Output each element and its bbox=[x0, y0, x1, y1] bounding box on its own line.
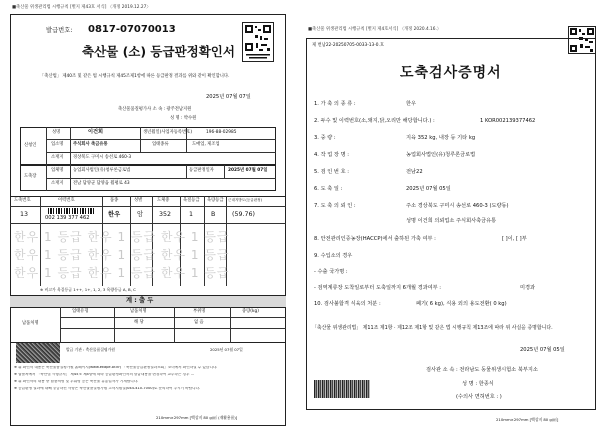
item-label: - 수출 국가명 : bbox=[314, 269, 348, 275]
grade-header: 육량등급 bbox=[207, 198, 224, 203]
form-caption: ■축산물 위생관리법 시행규칙 [별지 제43호 서식] 〈개정 2019.12.27〉 bbox=[12, 5, 151, 10]
sale-header: 부위명 bbox=[193, 309, 206, 314]
footnote: ※ 납품처에서 「축산법 시행규칙」 제45조 제4항에 따라 등급판정확인서의 발급내용을 변경하여 교부하는 경우 ... bbox=[14, 373, 194, 376]
grade-cell: 한우 bbox=[108, 211, 121, 218]
grade-cell: 13 bbox=[20, 211, 29, 218]
item-label: 8. 안전관리인증농장(HACCP)에서 출하된 가축 여부 : bbox=[314, 236, 436, 242]
statement: 「축산물 위생관리법」 제11조 제1항 · 제12조 제1항 및 같은 법 시행규칙 제13조에 따라 위 사실을 증명합니다. bbox=[312, 325, 553, 331]
issue-number: 제 번남22-20250705-0033-13-0.호 bbox=[312, 43, 385, 48]
document-title: 축산물 (소) 등급판정확인서 bbox=[82, 44, 235, 59]
evaluator-name: 성 명 : 박수원 bbox=[170, 116, 197, 121]
slaughter-addr-label: 소재지 bbox=[51, 181, 64, 186]
item-value: 폐기( 6 kg), 식용 외의 용도전환( 0 kg) bbox=[416, 301, 507, 307]
item-value: 미경과 bbox=[520, 285, 536, 291]
item-value: 한우 bbox=[406, 101, 417, 107]
item-value: 2025년 07월 05일 bbox=[406, 186, 451, 192]
name-label: 성명 bbox=[52, 130, 61, 135]
slaughter-date-label: 등급판정일자 bbox=[189, 168, 214, 173]
item-value: 전남22 bbox=[406, 169, 423, 175]
item-value: 지육 352 kg, 내장 등 기타 kg bbox=[406, 135, 476, 141]
item-label: 9. 수입소의 경우 bbox=[314, 253, 353, 259]
grade-cell: 002 139 377 462 bbox=[45, 215, 90, 221]
grade-cell: (59.76) bbox=[232, 211, 255, 218]
document-title: 도축검사증명서 bbox=[400, 65, 502, 81]
item-label: 6. 도 축 일 : bbox=[314, 186, 343, 192]
slaughter-addr: 전남 담양군 담양읍 월평로 43 bbox=[73, 181, 130, 186]
biz-value: 도매업, 제조업 bbox=[192, 142, 220, 147]
sale-header: 납품처명 bbox=[130, 309, 147, 314]
signature-note: (수의사 면허번호 : ) bbox=[456, 394, 502, 400]
item-value: 1 KOR002139377462 bbox=[480, 118, 536, 124]
grade-header: 성별 bbox=[134, 198, 143, 203]
qr-code-icon bbox=[242, 22, 274, 62]
sale-value: 해 당 bbox=[134, 320, 144, 325]
sale-header: 중량(kg) bbox=[242, 309, 259, 314]
sale-side-label: 납품처명 bbox=[22, 321, 39, 326]
footnote: ※ 등급판정 결과에 대해 궁금하신 사항은 축산물품질평가원 고객지원실(044-410-7000)로 문의하여 주시기 바랍니다. bbox=[14, 387, 201, 390]
grade-note: ※ 비고가 육질등급 1++, 1+, 1, 2, 3 육량등급 A, B, C bbox=[40, 287, 136, 292]
item-value: [ ]이, [ ]부 bbox=[502, 236, 527, 242]
grade-cell: 암 bbox=[137, 211, 144, 218]
applicant-name: 이건희 bbox=[88, 129, 104, 135]
item-value: 주소 경상북도 구미시 송선로 460-3 (도량동) bbox=[406, 203, 509, 209]
footer-issuer: 발급 기관 : 축산물품질평가원 bbox=[66, 347, 115, 352]
watermark-row: 한우 1 등급 한우 1 등급 한우 1 등급 bbox=[14, 248, 230, 262]
grade-cell: 352 bbox=[159, 211, 172, 218]
item-value: 농업회사법인(유)청루론금로법 bbox=[406, 152, 476, 158]
applicant-side-label: 신청인 bbox=[24, 143, 37, 148]
birth-label: 생년월일(사업자등록번호) bbox=[143, 130, 193, 135]
seal-stamp bbox=[16, 343, 60, 363]
company-label: 업소명 bbox=[51, 142, 64, 147]
sale-header: 업태유형 bbox=[72, 309, 89, 314]
grade-header: 품종 bbox=[110, 198, 119, 203]
intro-text: 「축산법」 제40조 및 같은 법 시행규칙 제45조제1항에 따른 등급판정 결과를 위와 같이 확인합니다. bbox=[40, 74, 230, 79]
biz-label: 업태종류 bbox=[152, 142, 169, 147]
company-value: 주식회사 축금유통 bbox=[73, 142, 108, 147]
paper-size: 210mm×297mm [백상지 80 g/㎡] bbox=[496, 417, 559, 422]
form-caption: ■축산물 위생관리법 시행규칙 [별지 제4호서식] 〈개정 2020.4.16.〉 bbox=[308, 27, 442, 32]
document-stamp bbox=[314, 380, 370, 398]
item-label: 3. 중 량 : bbox=[314, 135, 336, 141]
slaughter-inspection-certificate bbox=[306, 26, 602, 428]
evaluator-org: 축산물품질평가사 소 속 : 광주전남지원 bbox=[118, 107, 192, 112]
slaughter-company: 농업회사법인(유)청루론금로법 bbox=[73, 168, 131, 173]
serial-number: 0817-07070013 bbox=[88, 24, 176, 35]
addr-value: 경상북도 구미시 송선로 460-3 bbox=[73, 155, 132, 160]
inspector-name: 성 명 : 한종식 bbox=[462, 381, 494, 387]
footer-date: 2025년 07월 07일 bbox=[210, 347, 243, 352]
item-label: 5. 검 인 번 호 : bbox=[314, 169, 349, 175]
grade-header: 육질등급 bbox=[183, 198, 200, 203]
birth-value: 196-88-02985 bbox=[206, 130, 237, 135]
sale-value: 없 음 bbox=[194, 320, 204, 325]
grade-certificate bbox=[10, 4, 286, 428]
slaughter-date: 2025년 07월 07일 bbox=[228, 168, 268, 173]
item-label: 7. 도 축 의 뢰 인 : bbox=[314, 203, 356, 209]
grade-header: 도체중 bbox=[157, 198, 170, 203]
addr-label: 소재지 bbox=[51, 155, 64, 160]
item-label: 2. 두수 및 이력번호(소,돼지,닭,오리만 해당합니다.) : bbox=[314, 118, 435, 124]
issue-date: 2025년 07월 07일 bbox=[206, 94, 251, 100]
inspector-org: 검사관 소 속 : 전라남도 동물위생시험소 북부지소 bbox=[426, 367, 538, 373]
footnote: ※ 위 확인서 내용은 축산물품질평가원 홈페이지(www.ekape.or.kr) 「축산물등급판정결과조회」코너에서 확인하실 수 있습니다. bbox=[14, 366, 218, 369]
footnote: ※ 위 확인서의 내용 중 납품처명 및 부위명 등은 축산물 유통업자가 기재합니다. bbox=[14, 380, 139, 383]
slaughter-side-label: 도축장 bbox=[24, 174, 37, 179]
grade-cell: 1 bbox=[189, 211, 194, 218]
serial-label: 발급번호: bbox=[46, 27, 73, 34]
item-label: 4. 작 업 장 명 : bbox=[314, 152, 349, 158]
grade-header: 이력번호 bbox=[58, 198, 75, 203]
watermark-row: 한우 1 등급 한우 1 등급 한우 1 등급 bbox=[14, 230, 230, 244]
barcode-icon bbox=[48, 208, 96, 214]
item-value: 성명 이건희 의뢰업소 주식회사축금유통 bbox=[406, 218, 497, 224]
item-label: 1. 가 축 의 종 류 : bbox=[314, 101, 356, 107]
item-label: - 검역계류장 도착일로부터 도축일까지 6개월 경과여부 : bbox=[314, 285, 442, 291]
grade-header: 근내지방도(등급판정) bbox=[228, 198, 263, 202]
watermark-row: 한우 1 등급 한우 1 등급 한우 1 등급 bbox=[14, 266, 230, 280]
issue-date: 2025년 07월 05일 bbox=[520, 347, 565, 353]
item-label: 10. 검사불합격 식육의 처분 : bbox=[314, 301, 381, 307]
grade-banner: 계 : 출 두 bbox=[126, 297, 154, 304]
paper-size: 210mm×297mm [백상지 80 g/㎡ (재활용품)] bbox=[156, 415, 238, 420]
grade-header: 도축번호 bbox=[14, 198, 31, 203]
slaughter-company-label: 업체명 bbox=[51, 168, 64, 173]
grade-cell: B bbox=[211, 211, 216, 218]
